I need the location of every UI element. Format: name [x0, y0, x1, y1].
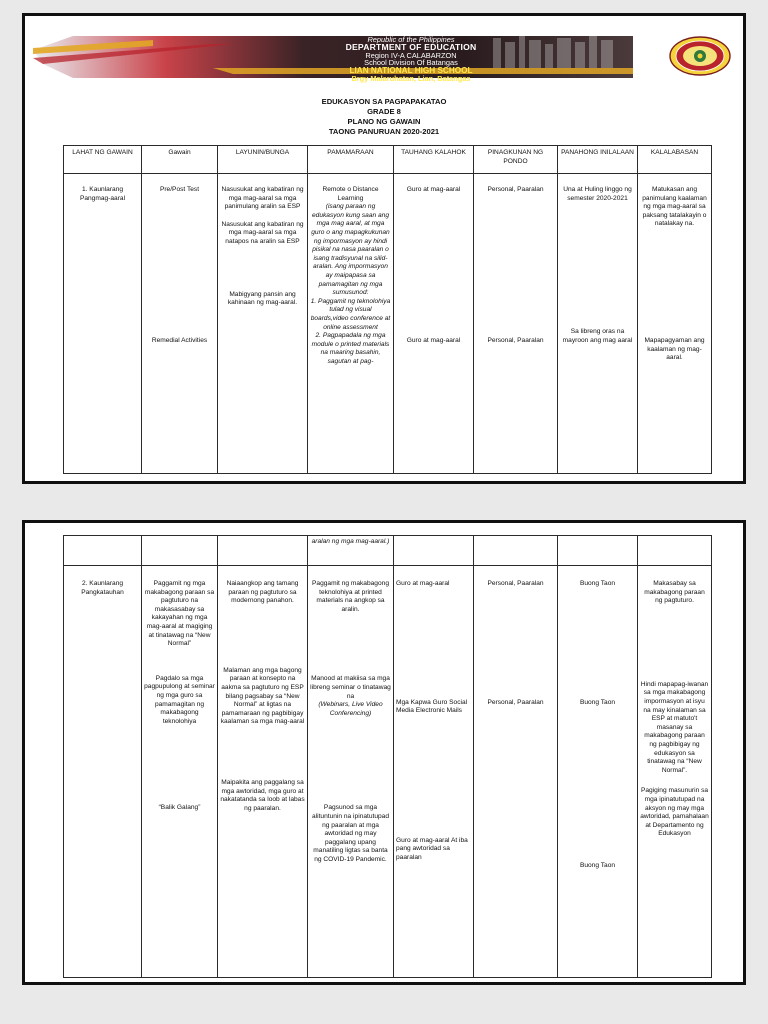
column-header: Gawain	[142, 146, 218, 174]
pondo-text: Personal, Paaralan	[487, 580, 544, 587]
gawain-text: Pre/Post Test	[159, 186, 200, 193]
panahon-cell	[558, 566, 638, 978]
pondo-text: Personal, Paaralan	[487, 336, 544, 344]
area-label: 2. Kaunlarang Pangkatauhan	[81, 580, 124, 596]
pamamaraan-text: (isang paraan ng edukasyon kung saan ang mga mag aaral, at mga guro o ang mapagkukunan ng impormasyon ay hindi pisikal na nasa paaralan o isang tradisyunal na silid-aralan. Ang impormasyon ay maipapasa sa pamamagitan ng mga sumusunod:	[311, 203, 390, 297]
header-line-division: School Division Of Batangas	[364, 58, 458, 68]
header-line-department: DEPARTMENT OF EDUCATION	[345, 41, 477, 52]
kalalabasan-text: Hindi mapapag-iwanan sa mga makabagong impormasyon at isyu na may kinalaman sa ESP at matuto't masanay sa makabagong paraan ng pagbibigay ng edukasyon sa tinatawag na “New Normal”.	[640, 680, 709, 774]
gawain-text: “Balik Galang”	[158, 804, 201, 812]
pamamaraan-text: 1. Paggamit ng teknolohiya tulad ng visual boards,video conference at online assessment	[310, 297, 391, 331]
gawain-text: Paggamit ng mga makabagong paraan sa pagtuturo na makasasabay sa kakayahan ng mga mag-aaral at magiging at tinatawag na “New Normal”	[144, 580, 215, 648]
tauhan-text: Guro at mag-aaral	[406, 336, 461, 344]
pamamaraan-text: Remote o Distance Learning	[322, 186, 379, 202]
kalalabasan-cell	[638, 174, 712, 474]
gawain-text: Pagdalo sa mga pagpupulong at seminar ng mga guro sa pamamagitan ng makabagong teknolohiya	[144, 674, 215, 725]
panahon-cell	[558, 174, 638, 474]
activity-plan-table	[63, 145, 712, 474]
pamamaraan-text: Manood at makiisa sa mga libreng seminar o tinatawag na	[310, 675, 391, 700]
kalalabasan-cell	[638, 566, 712, 978]
panahon-text: Buong Taon	[579, 698, 616, 706]
panahon-text: Sa libreng oras na mayroon ang mag aaral	[562, 328, 633, 344]
continuation-text: aralan ng mga mag-aaral.)	[308, 536, 394, 566]
panahon-text: Una at Huling linggo ng semester 2020-2021	[563, 186, 632, 202]
pamamaraan-text: (Webinars, Live Video Conferencing)	[318, 701, 383, 717]
kalalabasan-text: Makasabay sa makabagong paraan ng pagtuturo.	[644, 580, 705, 605]
pamamaraan-cell	[308, 174, 394, 474]
header-line-region: Region IV-A CALABARZON	[365, 50, 457, 60]
header-line-school: LIAN NATIONAL HIGH SCHOOL	[349, 66, 473, 76]
column-header: LAHAT NG GAWAIN	[64, 146, 142, 174]
gawain-cell	[142, 566, 218, 978]
school-header-banner	[33, 30, 737, 82]
column-header: PAMAMARAAN	[308, 146, 394, 174]
tauhan-text: Mga Kapwa Guro Social Media Electronic Mails	[396, 698, 468, 715]
header-line-address: Brgy Malaruhatan, Lian, Batangas	[351, 73, 471, 83]
area-cell	[64, 174, 142, 474]
pondo-cell	[474, 174, 558, 474]
tauhan-text: Guro at mag-aaral At iba pang awtoridad sa paaralan	[396, 836, 468, 861]
column-header: PANAHONG INILALAAN	[558, 146, 638, 174]
gawain-text: Remedial Activities	[151, 336, 208, 344]
tauhan-cell	[394, 566, 474, 978]
document-page-1	[22, 13, 746, 484]
layunin-text: Nasusukat ang kabatiran ng mga mag-aaral sa mga natapos na aralin sa ESP	[221, 220, 304, 245]
subject-title: EDUKASYON SA PAGPAPAKATAO	[321, 97, 447, 106]
table-row	[64, 174, 712, 474]
layunin-text: Nasusukat ang kabatiran ng mga mag-aaral sa mga panimulang aralin sa ESP	[221, 186, 304, 211]
gawain-cell	[142, 174, 218, 474]
school-seal-logo	[669, 36, 731, 76]
panahon-text: Buong Taon	[579, 862, 616, 870]
pamamaraan-text: Paggamit ng makabagong teknolohiya at printed materials na angkop sa aralin.	[312, 580, 389, 613]
layunin-cell	[218, 174, 308, 474]
pondo-text: Personal, Paaralan	[487, 186, 544, 193]
layunin-cell	[218, 566, 308, 978]
layunin-text: Maipakita ang paggalang sa mga awtoridad, mga guro at nakatatanda sa loob at labas ng paaralan.	[220, 778, 305, 812]
kalalabasan-text: Mapapagyaman ang kaalaman ng mag-aaral.	[644, 336, 705, 362]
layunin-text: Naiaangkop ang tamang paraan ng pagtuturo sa modernong panahon.	[226, 580, 299, 605]
activity-plan-table-continued	[63, 535, 712, 978]
school-year-title: TAONG PANURUAN 2020-2021	[328, 127, 440, 136]
table-header-row	[64, 146, 712, 174]
column-header: KALALABASAN	[638, 146, 712, 174]
area-cell	[64, 566, 142, 978]
grade-title: GRADE 8	[367, 107, 401, 116]
layunin-text: Mabigyang pansin ang kahinaan ng mag-aaral.	[227, 290, 298, 307]
column-header: TAUHANG KALAHOK	[394, 146, 474, 174]
table-row	[64, 536, 712, 566]
tauhan-text: Guro at mag-aaral	[396, 580, 450, 587]
column-header: LAYUNIN/BUNGA	[218, 146, 308, 174]
layunin-text: Malaman ang mga bagong paraan at konsepto na aakma sa pagtuturo ng ESP bilang pagsabay sa “New Normal” at ligtas na pamamaraan ng pagbibigay kaalaman sa mga mag-aaral	[220, 666, 305, 726]
tauhan-cell	[394, 174, 474, 474]
plan-title: PLANO NG GAWAIN	[347, 117, 421, 126]
kalalabasan-text: Pagiging masunurin sa mga ipinatutupad na aksyon ng may mga awtoridad, pamahalaan at Departamento ng Edukasyon	[640, 787, 709, 838]
panahon-text: Buong Taon	[579, 580, 616, 587]
table-row	[64, 566, 712, 978]
pamamaraan-text: Pagsunod sa mga alituntunin na ipinatutupad ng paaralan at mga awtoridad ng may paggalang upang manatiling ligtas sa banta ng COVID-19 Pandemic.	[312, 804, 389, 863]
pamamaraan-text: 2. Pagpapadala ng mga module o printed materials na maaring basahin, sagutan at pag-	[311, 332, 390, 365]
document-page-2	[22, 520, 746, 985]
column-header: PINAGKUNAN NG PONDO	[474, 146, 558, 174]
kalalabasan-text: Matukasan ang panimulang kaalaman ng mga mag-aaral sa paksang tatalakayin o natalakay na.	[642, 186, 707, 228]
header-line-republic: Republic of the Philippines	[367, 35, 455, 44]
document-title-block	[25, 97, 743, 137]
pondo-cell	[474, 566, 558, 978]
tauhan-text: Guro at mag-aaral	[406, 186, 461, 193]
pondo-text: Personal, Paaralan	[487, 698, 544, 706]
deped-header-text	[311, 36, 511, 83]
area-label: 1. Kaunlarang Pangmag-aaral	[79, 186, 126, 202]
pamamaraan-cell	[308, 566, 394, 978]
